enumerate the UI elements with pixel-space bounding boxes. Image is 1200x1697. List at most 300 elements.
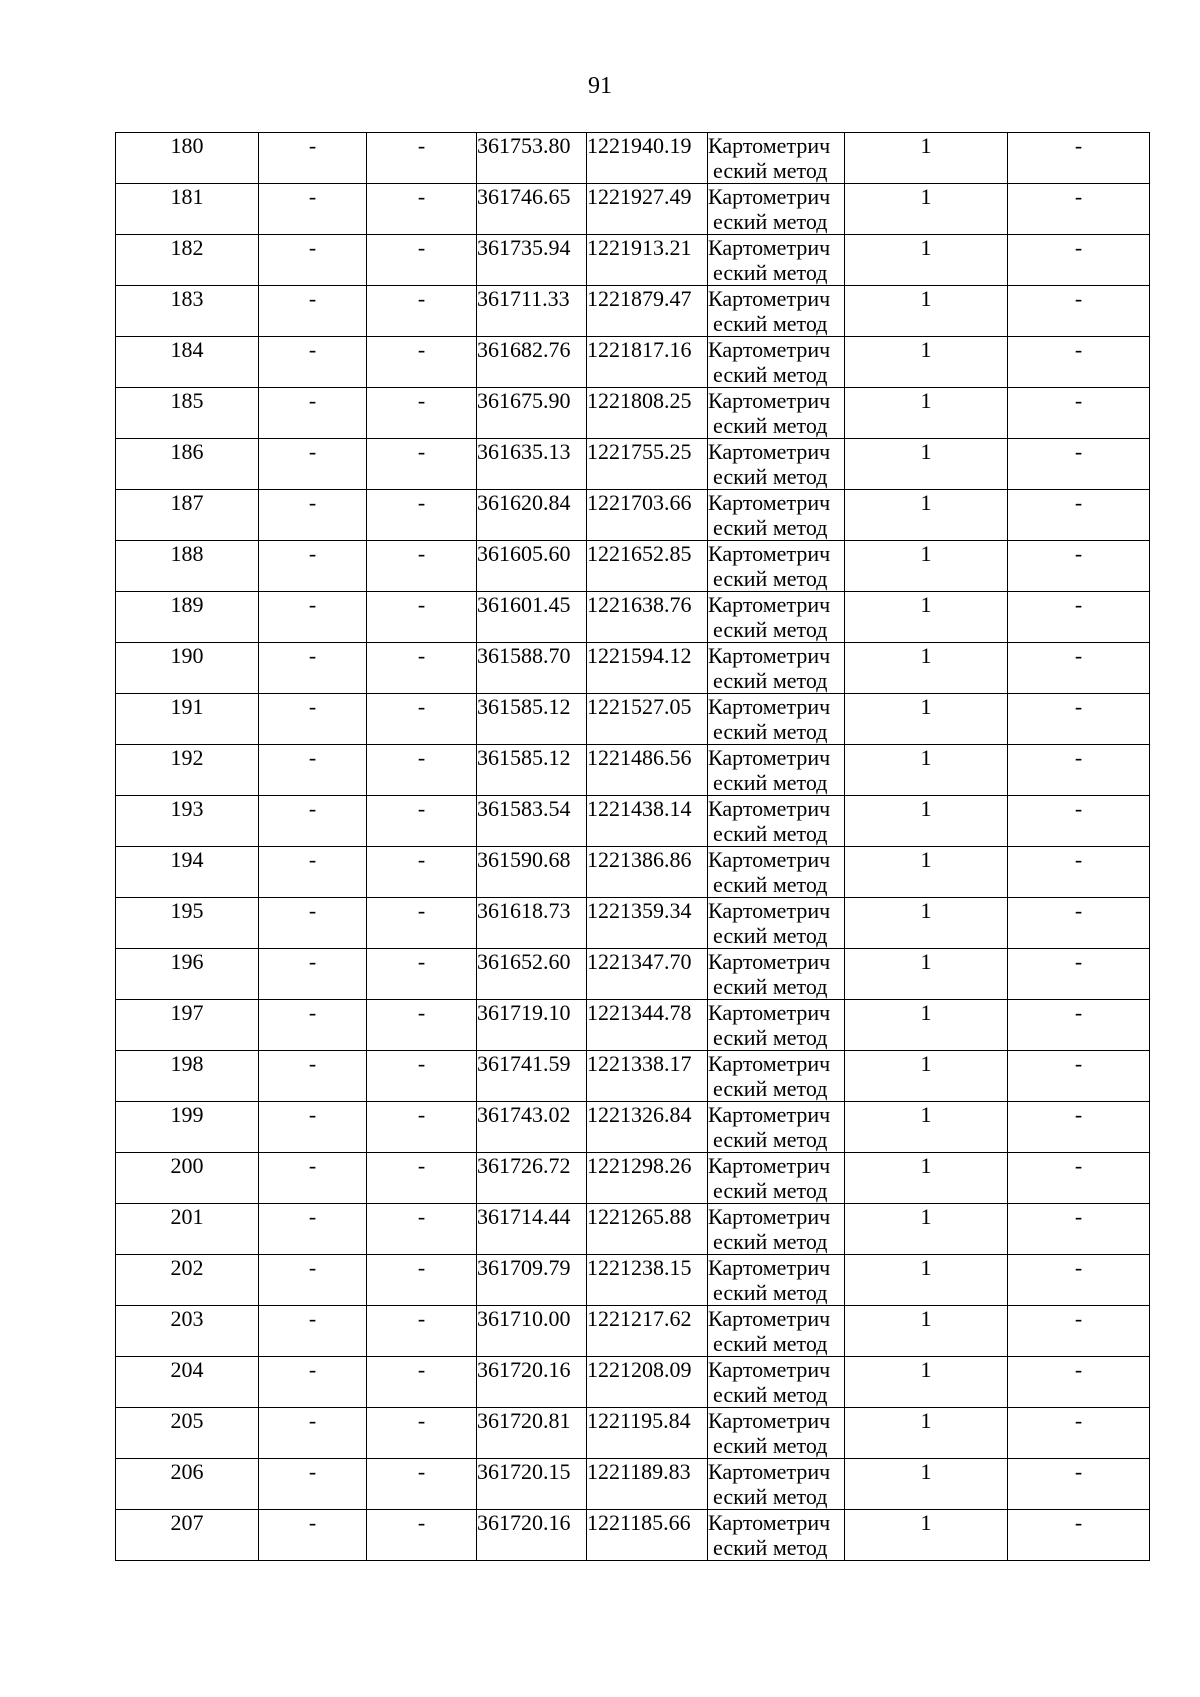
column-3-cell: - bbox=[367, 235, 477, 286]
column-8-cell: - bbox=[1008, 745, 1150, 796]
method-cell bbox=[708, 1459, 845, 1510]
point-number-cell: 186 bbox=[116, 439, 259, 490]
column-2-cell: - bbox=[259, 1459, 367, 1510]
x-coordinate-cell: 361588.70 bbox=[477, 643, 587, 694]
x-coordinate-cell: 361601.45 bbox=[477, 592, 587, 643]
column-8-cell: - bbox=[1008, 898, 1150, 949]
point-number-cell: 198 bbox=[116, 1051, 259, 1102]
column-8-cell: - bbox=[1008, 1204, 1150, 1255]
column-3-cell: - bbox=[367, 133, 477, 184]
method-text-line-1: Картометрич bbox=[708, 1051, 831, 1076]
column-2-cell: - bbox=[259, 388, 367, 439]
table-row bbox=[116, 1255, 1150, 1306]
column-8-cell: - bbox=[1008, 1459, 1150, 1510]
table-row bbox=[116, 592, 1150, 643]
y-coordinate-cell: 1221359.34 bbox=[587, 898, 708, 949]
x-coordinate-cell: 361682.76 bbox=[477, 337, 587, 388]
method-text-line-1: Картометрич bbox=[708, 1408, 831, 1433]
column-2-cell: - bbox=[259, 133, 367, 184]
column-3-cell: - bbox=[367, 694, 477, 745]
method-cell bbox=[708, 1153, 845, 1204]
column-8-cell: - bbox=[1008, 490, 1150, 541]
method-text-line-1: Картометрич bbox=[708, 490, 831, 515]
method-text-line-2: еский метод bbox=[713, 1076, 828, 1101]
accuracy-cell: 1 bbox=[845, 133, 1008, 184]
method-text-line-2: еский метод bbox=[713, 1484, 828, 1509]
point-number-cell: 187 bbox=[116, 490, 259, 541]
y-coordinate-cell: 1221195.84 bbox=[587, 1408, 708, 1459]
column-3-cell: - bbox=[367, 898, 477, 949]
point-number-cell: 185 bbox=[116, 388, 259, 439]
y-coordinate-cell: 1221527.05 bbox=[587, 694, 708, 745]
column-8-cell: - bbox=[1008, 1408, 1150, 1459]
column-8-cell: - bbox=[1008, 694, 1150, 745]
column-8-cell: - bbox=[1008, 541, 1150, 592]
accuracy-cell: 1 bbox=[845, 592, 1008, 643]
method-cell bbox=[708, 745, 845, 796]
y-coordinate-cell: 1221326.84 bbox=[587, 1102, 708, 1153]
accuracy-cell: 1 bbox=[845, 1000, 1008, 1051]
point-number-cell: 192 bbox=[116, 745, 259, 796]
column-2-cell: - bbox=[259, 1306, 367, 1357]
column-8-cell: - bbox=[1008, 592, 1150, 643]
accuracy-cell: 1 bbox=[845, 796, 1008, 847]
method-text-line-2: еский метод bbox=[713, 872, 828, 897]
point-number-cell: 189 bbox=[116, 592, 259, 643]
method-text-line-1: Картометрич bbox=[708, 949, 831, 974]
column-8-cell: - bbox=[1008, 388, 1150, 439]
column-3-cell: - bbox=[367, 1306, 477, 1357]
method-text-line-1: Картометрич bbox=[708, 1255, 831, 1280]
accuracy-cell: 1 bbox=[845, 1153, 1008, 1204]
accuracy-cell: 1 bbox=[845, 337, 1008, 388]
accuracy-cell: 1 bbox=[845, 1102, 1008, 1153]
y-coordinate-cell: 1221238.15 bbox=[587, 1255, 708, 1306]
table-row bbox=[116, 286, 1150, 337]
table-row bbox=[116, 796, 1150, 847]
column-8-cell: - bbox=[1008, 1153, 1150, 1204]
x-coordinate-cell: 361585.12 bbox=[477, 745, 587, 796]
y-coordinate-cell: 1221638.76 bbox=[587, 592, 708, 643]
method-text-line-2: еский метод bbox=[713, 311, 828, 336]
column-3-cell: - bbox=[367, 1510, 477, 1561]
y-coordinate-cell: 1221927.49 bbox=[587, 184, 708, 235]
point-number-cell: 194 bbox=[116, 847, 259, 898]
column-8-cell: - bbox=[1008, 133, 1150, 184]
x-coordinate-cell: 361620.84 bbox=[477, 490, 587, 541]
x-coordinate-cell: 361590.68 bbox=[477, 847, 587, 898]
column-8-cell: - bbox=[1008, 643, 1150, 694]
y-coordinate-cell: 1221913.21 bbox=[587, 235, 708, 286]
accuracy-cell: 1 bbox=[845, 541, 1008, 592]
accuracy-cell: 1 bbox=[845, 898, 1008, 949]
y-coordinate-cell: 1221386.86 bbox=[587, 847, 708, 898]
accuracy-cell: 1 bbox=[845, 1357, 1008, 1408]
column-8-cell: - bbox=[1008, 337, 1150, 388]
x-coordinate-cell: 361635.13 bbox=[477, 439, 587, 490]
method-text-line-1: Картометрич bbox=[708, 1102, 831, 1127]
point-number-cell: 200 bbox=[116, 1153, 259, 1204]
table-row bbox=[116, 1357, 1150, 1408]
column-2-cell: - bbox=[259, 1204, 367, 1255]
table-row bbox=[116, 133, 1150, 184]
method-cell bbox=[708, 1102, 845, 1153]
point-number-cell: 196 bbox=[116, 949, 259, 1000]
x-coordinate-cell: 361605.60 bbox=[477, 541, 587, 592]
method-text-line-2: еский метод bbox=[713, 923, 828, 948]
x-coordinate-cell: 361709.79 bbox=[477, 1255, 587, 1306]
x-coordinate-cell: 361753.80 bbox=[477, 133, 587, 184]
column-3-cell: - bbox=[367, 388, 477, 439]
column-8-cell: - bbox=[1008, 286, 1150, 337]
method-cell bbox=[708, 694, 845, 745]
method-text-line-2: еский метод bbox=[713, 770, 828, 795]
method-text-line-2: еский метод bbox=[713, 719, 828, 744]
accuracy-cell: 1 bbox=[845, 1255, 1008, 1306]
x-coordinate-cell: 361710.00 bbox=[477, 1306, 587, 1357]
column-8-cell: - bbox=[1008, 439, 1150, 490]
method-cell bbox=[708, 541, 845, 592]
method-cell bbox=[708, 796, 845, 847]
method-text-line-1: Картометрич bbox=[708, 439, 831, 464]
column-8-cell: - bbox=[1008, 1255, 1150, 1306]
column-8-cell: - bbox=[1008, 1102, 1150, 1153]
column-2-cell: - bbox=[259, 847, 367, 898]
accuracy-cell: 1 bbox=[845, 694, 1008, 745]
x-coordinate-cell: 361743.02 bbox=[477, 1102, 587, 1153]
method-text-line-2: еский метод bbox=[713, 1535, 828, 1560]
x-coordinate-cell: 361720.16 bbox=[477, 1357, 587, 1408]
accuracy-cell: 1 bbox=[845, 490, 1008, 541]
method-cell bbox=[708, 286, 845, 337]
point-number-cell: 207 bbox=[116, 1510, 259, 1561]
method-text-line-2: еский метод bbox=[713, 413, 828, 438]
column-3-cell: - bbox=[367, 337, 477, 388]
method-text-line-1: Картометрич bbox=[708, 337, 831, 362]
y-coordinate-cell: 1221879.47 bbox=[587, 286, 708, 337]
table-row bbox=[116, 439, 1150, 490]
method-text-line-2: еский метод bbox=[713, 1331, 828, 1356]
column-3-cell: - bbox=[367, 1051, 477, 1102]
x-coordinate-cell: 361719.10 bbox=[477, 1000, 587, 1051]
column-3-cell: - bbox=[367, 745, 477, 796]
method-cell bbox=[708, 643, 845, 694]
column-2-cell: - bbox=[259, 184, 367, 235]
method-cell bbox=[708, 1357, 845, 1408]
method-text-line-1: Картометрич bbox=[708, 388, 831, 413]
method-text-line-1: Картометрич bbox=[708, 1510, 831, 1535]
method-text-line-2: еский метод bbox=[713, 362, 828, 387]
point-number-cell: 183 bbox=[116, 286, 259, 337]
column-3-cell: - bbox=[367, 286, 477, 337]
method-cell bbox=[708, 490, 845, 541]
method-text-line-2: еский метод bbox=[713, 158, 828, 183]
method-text-line-2: еский метод bbox=[713, 668, 828, 693]
column-3-cell: - bbox=[367, 1204, 477, 1255]
point-number-cell: 201 bbox=[116, 1204, 259, 1255]
column-8-cell: - bbox=[1008, 1510, 1150, 1561]
column-2-cell: - bbox=[259, 1510, 367, 1561]
column-3-cell: - bbox=[367, 796, 477, 847]
method-text-line-2: еский метод bbox=[713, 821, 828, 846]
method-text-line-1: Картометрич bbox=[708, 541, 831, 566]
column-3-cell: - bbox=[367, 1459, 477, 1510]
column-2-cell: - bbox=[259, 1102, 367, 1153]
method-cell bbox=[708, 235, 845, 286]
y-coordinate-cell: 1221208.09 bbox=[587, 1357, 708, 1408]
y-coordinate-cell: 1221438.14 bbox=[587, 796, 708, 847]
column-2-cell: - bbox=[259, 286, 367, 337]
method-text-line-1: Картометрич bbox=[708, 643, 831, 668]
column-8-cell: - bbox=[1008, 184, 1150, 235]
method-cell bbox=[708, 388, 845, 439]
table-row bbox=[116, 643, 1150, 694]
y-coordinate-cell: 1221755.25 bbox=[587, 439, 708, 490]
table-row bbox=[116, 490, 1150, 541]
column-3-cell: - bbox=[367, 1000, 477, 1051]
method-text-line-1: Картометрич bbox=[708, 1153, 831, 1178]
column-2-cell: - bbox=[259, 1153, 367, 1204]
y-coordinate-cell: 1221344.78 bbox=[587, 1000, 708, 1051]
method-text-line-1: Картометрич bbox=[708, 592, 831, 617]
x-coordinate-cell: 361711.33 bbox=[477, 286, 587, 337]
column-8-cell: - bbox=[1008, 1357, 1150, 1408]
method-text-line-2: еский метод bbox=[713, 1127, 828, 1152]
column-3-cell: - bbox=[367, 541, 477, 592]
accuracy-cell: 1 bbox=[845, 1204, 1008, 1255]
method-text-line-1: Картометрич bbox=[708, 898, 831, 923]
accuracy-cell: 1 bbox=[845, 643, 1008, 694]
table-row bbox=[116, 1153, 1150, 1204]
method-cell bbox=[708, 1204, 845, 1255]
x-coordinate-cell: 361652.60 bbox=[477, 949, 587, 1000]
method-cell bbox=[708, 847, 845, 898]
table-row bbox=[116, 1204, 1150, 1255]
point-number-cell: 184 bbox=[116, 337, 259, 388]
x-coordinate-cell: 361618.73 bbox=[477, 898, 587, 949]
table-row bbox=[116, 1408, 1150, 1459]
point-number-cell: 195 bbox=[116, 898, 259, 949]
y-coordinate-cell: 1221298.26 bbox=[587, 1153, 708, 1204]
table-row bbox=[116, 949, 1150, 1000]
method-cell bbox=[708, 1408, 845, 1459]
method-text-line-2: еский метод bbox=[713, 260, 828, 285]
method-text-line-1: Картометрич bbox=[708, 1459, 831, 1484]
table-row bbox=[116, 1459, 1150, 1510]
table-row bbox=[116, 847, 1150, 898]
method-text-line-1: Картометрич bbox=[708, 286, 831, 311]
column-3-cell: - bbox=[367, 1408, 477, 1459]
table-row bbox=[116, 1051, 1150, 1102]
y-coordinate-cell: 1221808.25 bbox=[587, 388, 708, 439]
table-row bbox=[116, 1000, 1150, 1051]
table-row bbox=[116, 184, 1150, 235]
x-coordinate-cell: 361583.54 bbox=[477, 796, 587, 847]
accuracy-cell: 1 bbox=[845, 949, 1008, 1000]
y-coordinate-cell: 1221703.66 bbox=[587, 490, 708, 541]
x-coordinate-cell: 361720.16 bbox=[477, 1510, 587, 1561]
method-text-line-1: Картометрич bbox=[708, 847, 831, 872]
method-text-line-1: Картометрич bbox=[708, 133, 831, 158]
method-cell bbox=[708, 592, 845, 643]
accuracy-cell: 1 bbox=[845, 1510, 1008, 1561]
column-3-cell: - bbox=[367, 847, 477, 898]
column-3-cell: - bbox=[367, 592, 477, 643]
column-2-cell: - bbox=[259, 694, 367, 745]
point-number-cell: 188 bbox=[116, 541, 259, 592]
x-coordinate-cell: 361726.72 bbox=[477, 1153, 587, 1204]
method-cell bbox=[708, 1306, 845, 1357]
method-text-line-1: Картометрич bbox=[708, 694, 831, 719]
x-coordinate-cell: 361720.81 bbox=[477, 1408, 587, 1459]
method-text-line-1: Картометрич bbox=[708, 796, 831, 821]
column-2-cell: - bbox=[259, 1000, 367, 1051]
column-8-cell: - bbox=[1008, 847, 1150, 898]
x-coordinate-cell: 361746.65 bbox=[477, 184, 587, 235]
column-3-cell: - bbox=[367, 1153, 477, 1204]
column-3-cell: - bbox=[367, 949, 477, 1000]
column-2-cell: - bbox=[259, 949, 367, 1000]
x-coordinate-cell: 361675.90 bbox=[477, 388, 587, 439]
column-8-cell: - bbox=[1008, 949, 1150, 1000]
accuracy-cell: 1 bbox=[845, 745, 1008, 796]
y-coordinate-cell: 1221338.17 bbox=[587, 1051, 708, 1102]
method-text-line-2: еский метод bbox=[713, 1280, 828, 1305]
point-number-cell: 193 bbox=[116, 796, 259, 847]
y-coordinate-cell: 1221265.88 bbox=[587, 1204, 708, 1255]
table-row bbox=[116, 1306, 1150, 1357]
column-2-cell: - bbox=[259, 439, 367, 490]
method-cell bbox=[708, 1510, 845, 1561]
x-coordinate-cell: 361735.94 bbox=[477, 235, 587, 286]
column-2-cell: - bbox=[259, 898, 367, 949]
column-2-cell: - bbox=[259, 643, 367, 694]
column-2-cell: - bbox=[259, 541, 367, 592]
y-coordinate-cell: 1221347.70 bbox=[587, 949, 708, 1000]
point-number-cell: 204 bbox=[116, 1357, 259, 1408]
point-number-cell: 197 bbox=[116, 1000, 259, 1051]
point-number-cell: 190 bbox=[116, 643, 259, 694]
method-text-line-1: Картометрич bbox=[708, 235, 831, 260]
method-cell bbox=[708, 1000, 845, 1051]
method-cell bbox=[708, 1255, 845, 1306]
column-3-cell: - bbox=[367, 1102, 477, 1153]
method-cell bbox=[708, 133, 845, 184]
point-number-cell: 191 bbox=[116, 694, 259, 745]
point-number-cell: 202 bbox=[116, 1255, 259, 1306]
column-3-cell: - bbox=[367, 490, 477, 541]
column-2-cell: - bbox=[259, 592, 367, 643]
coordinates-table bbox=[115, 132, 1150, 1561]
y-coordinate-cell: 1221652.85 bbox=[587, 541, 708, 592]
column-3-cell: - bbox=[367, 1357, 477, 1408]
column-3-cell: - bbox=[367, 184, 477, 235]
method-text-line-2: еский метод bbox=[713, 464, 828, 489]
column-2-cell: - bbox=[259, 1408, 367, 1459]
method-text-line-1: Картометрич bbox=[708, 745, 831, 770]
method-text-line-2: еский метод bbox=[713, 1229, 828, 1254]
column-2-cell: - bbox=[259, 1051, 367, 1102]
accuracy-cell: 1 bbox=[845, 1408, 1008, 1459]
column-2-cell: - bbox=[259, 745, 367, 796]
accuracy-cell: 1 bbox=[845, 286, 1008, 337]
accuracy-cell: 1 bbox=[845, 1459, 1008, 1510]
method-text-line-1: Картометрич bbox=[708, 1357, 831, 1382]
column-2-cell: - bbox=[259, 235, 367, 286]
method-text-line-2: еский метод bbox=[713, 617, 828, 642]
point-number-cell: 180 bbox=[116, 133, 259, 184]
method-cell bbox=[708, 184, 845, 235]
method-cell bbox=[708, 1051, 845, 1102]
column-2-cell: - bbox=[259, 337, 367, 388]
point-number-cell: 205 bbox=[116, 1408, 259, 1459]
method-text-line-2: еский метод bbox=[713, 1025, 828, 1050]
column-8-cell: - bbox=[1008, 796, 1150, 847]
method-text-line-1: Картометрич bbox=[708, 1306, 831, 1331]
method-text-line-2: еский метод bbox=[713, 566, 828, 591]
table-row bbox=[116, 235, 1150, 286]
method-text-line-1: Картометрич bbox=[708, 1000, 831, 1025]
table-row bbox=[116, 898, 1150, 949]
table-row bbox=[116, 337, 1150, 388]
method-text-line-2: еский метод bbox=[713, 1178, 828, 1203]
y-coordinate-cell: 1221217.62 bbox=[587, 1306, 708, 1357]
table-row bbox=[116, 388, 1150, 439]
method-text-line-2: еский метод bbox=[713, 1382, 828, 1407]
y-coordinate-cell: 1221817.16 bbox=[587, 337, 708, 388]
column-8-cell: - bbox=[1008, 1306, 1150, 1357]
x-coordinate-cell: 361741.59 bbox=[477, 1051, 587, 1102]
point-number-cell: 182 bbox=[116, 235, 259, 286]
column-8-cell: - bbox=[1008, 235, 1150, 286]
table-row bbox=[116, 1102, 1150, 1153]
accuracy-cell: 1 bbox=[845, 184, 1008, 235]
column-8-cell: - bbox=[1008, 1051, 1150, 1102]
method-text-line-2: еский метод bbox=[713, 974, 828, 999]
method-text-line-1: Картометрич bbox=[708, 184, 831, 209]
column-2-cell: - bbox=[259, 1255, 367, 1306]
column-3-cell: - bbox=[367, 1255, 477, 1306]
table-row bbox=[116, 541, 1150, 592]
method-cell bbox=[708, 898, 845, 949]
point-number-cell: 206 bbox=[116, 1459, 259, 1510]
method-cell bbox=[708, 439, 845, 490]
accuracy-cell: 1 bbox=[845, 1051, 1008, 1102]
accuracy-cell: 1 bbox=[845, 439, 1008, 490]
accuracy-cell: 1 bbox=[845, 235, 1008, 286]
column-2-cell: - bbox=[259, 490, 367, 541]
accuracy-cell: 1 bbox=[845, 1306, 1008, 1357]
page-number: 91 bbox=[588, 73, 612, 99]
y-coordinate-cell: 1221185.66 bbox=[587, 1510, 708, 1561]
accuracy-cell: 1 bbox=[845, 388, 1008, 439]
y-coordinate-cell: 1221594.12 bbox=[587, 643, 708, 694]
point-number-cell: 199 bbox=[116, 1102, 259, 1153]
column-3-cell: - bbox=[367, 439, 477, 490]
point-number-cell: 181 bbox=[116, 184, 259, 235]
y-coordinate-cell: 1221486.56 bbox=[587, 745, 708, 796]
method-text-line-1: Картометрич bbox=[708, 1204, 831, 1229]
point-number-cell: 203 bbox=[116, 1306, 259, 1357]
coordinates-table-body bbox=[116, 133, 1150, 1561]
x-coordinate-cell: 361720.15 bbox=[477, 1459, 587, 1510]
method-text-line-2: еский метод bbox=[713, 515, 828, 540]
method-text-line-2: еский метод bbox=[713, 1433, 828, 1458]
column-8-cell: - bbox=[1008, 1000, 1150, 1051]
accuracy-cell: 1 bbox=[845, 847, 1008, 898]
column-3-cell: - bbox=[367, 643, 477, 694]
table-row bbox=[116, 745, 1150, 796]
